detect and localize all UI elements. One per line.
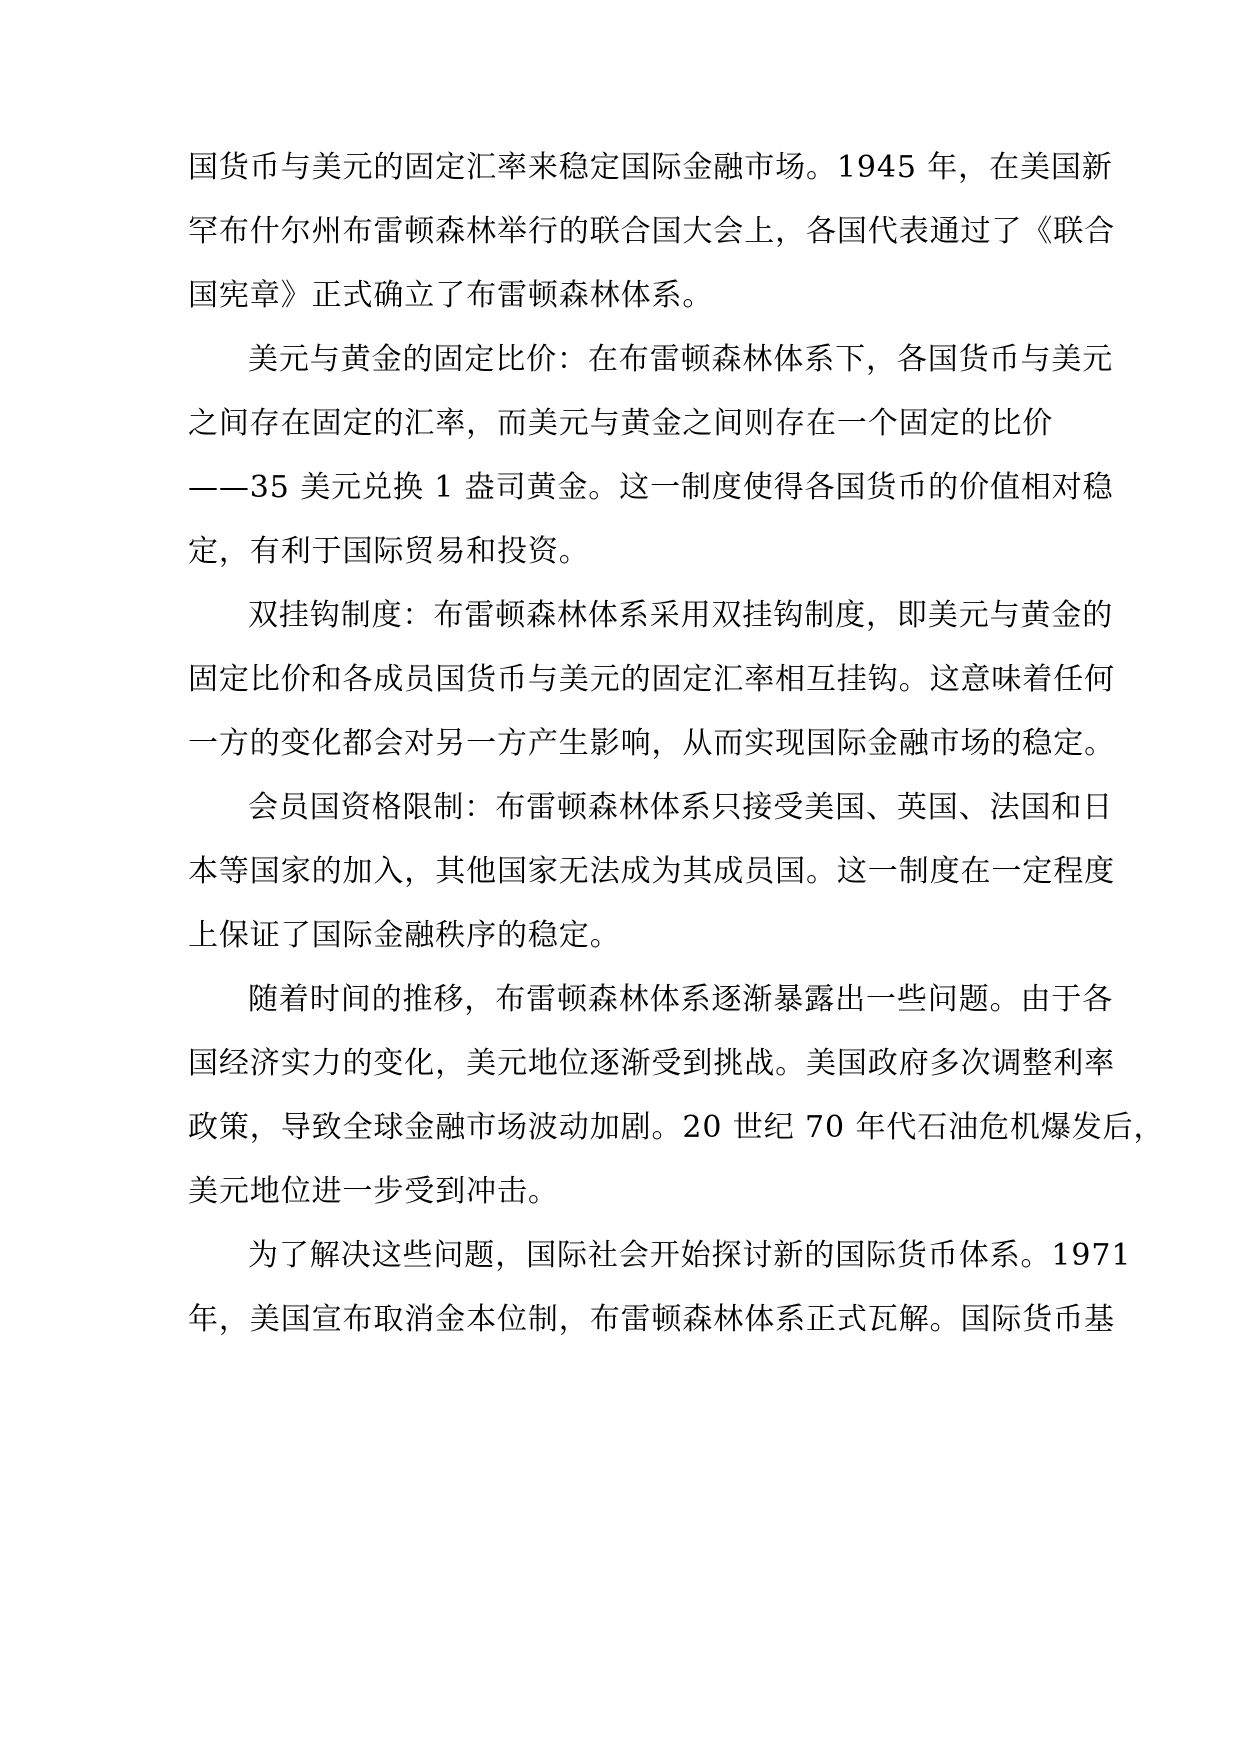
text-line: 固定比价和各成员国货币与美元的固定汇率相互挂钩。这意味着任何 bbox=[188, 662, 1115, 697]
text-line: 国经济实力的变化，美元地位逐渐受到挑战。美国政府多次调整利率 bbox=[188, 1046, 1115, 1081]
text-line: 一方的变化都会对另一方产生影响，从而实现国际金融市场的稳定。 bbox=[188, 726, 1115, 761]
paragraph-first-line: 美元与黄金的固定比价：在布雷顿森林体系下，各国货币与美元 bbox=[248, 342, 1114, 377]
paragraph-first-line: 随着时间的推移，布雷顿森林体系逐渐暴露出一些问题。由于各 bbox=[248, 982, 1114, 1017]
text-line: ——35 美元兑换 1 盎司黄金。这一制度使得各国货币的价值相对稳 bbox=[188, 470, 1114, 505]
text-line: 定，有利于国际贸易和投资。 bbox=[188, 534, 590, 569]
paragraph-first-line: 为了解决这些问题，国际社会开始探讨新的国际货币体系。1971 bbox=[248, 1238, 1132, 1273]
text-line: 上保证了国际金融秩序的稳定。 bbox=[188, 918, 621, 953]
paragraph-first-line: 双挂钩制度：布雷顿森林体系采用双挂钩制度，即美元与黄金的 bbox=[248, 598, 1114, 633]
text-line: 美元地位进一步受到冲击。 bbox=[188, 1174, 559, 1209]
text-line: 国宪章》正式确立了布雷顿森林体系。 bbox=[188, 278, 714, 313]
paragraph-first-line: 会员国资格限制：布雷顿森林体系只接受美国、英国、法国和日 bbox=[248, 790, 1114, 825]
text-line: 年，美国宣布取消金本位制，布雷顿森林体系正式瓦解。国际货币基 bbox=[188, 1302, 1115, 1337]
text-line: 政策，导致全球金融市场波动加剧。20 世纪 70 年代石油危机爆发后， bbox=[188, 1110, 1165, 1145]
text-line: 本等国家的加入，其他国家无法成为其成员国。这一制度在一定程度 bbox=[188, 854, 1115, 889]
text-line: 之间存在固定的汇率，而美元与黄金之间则存在一个固定的比价 bbox=[188, 406, 1054, 441]
text-line: 国货币与美元的固定汇率来稳定国际金融市场。1945 年，在美国新 bbox=[188, 150, 1113, 185]
text-line: 罕布什尔州布雷顿森林举行的联合国大会上，各国代表通过了《联合 bbox=[188, 214, 1115, 249]
